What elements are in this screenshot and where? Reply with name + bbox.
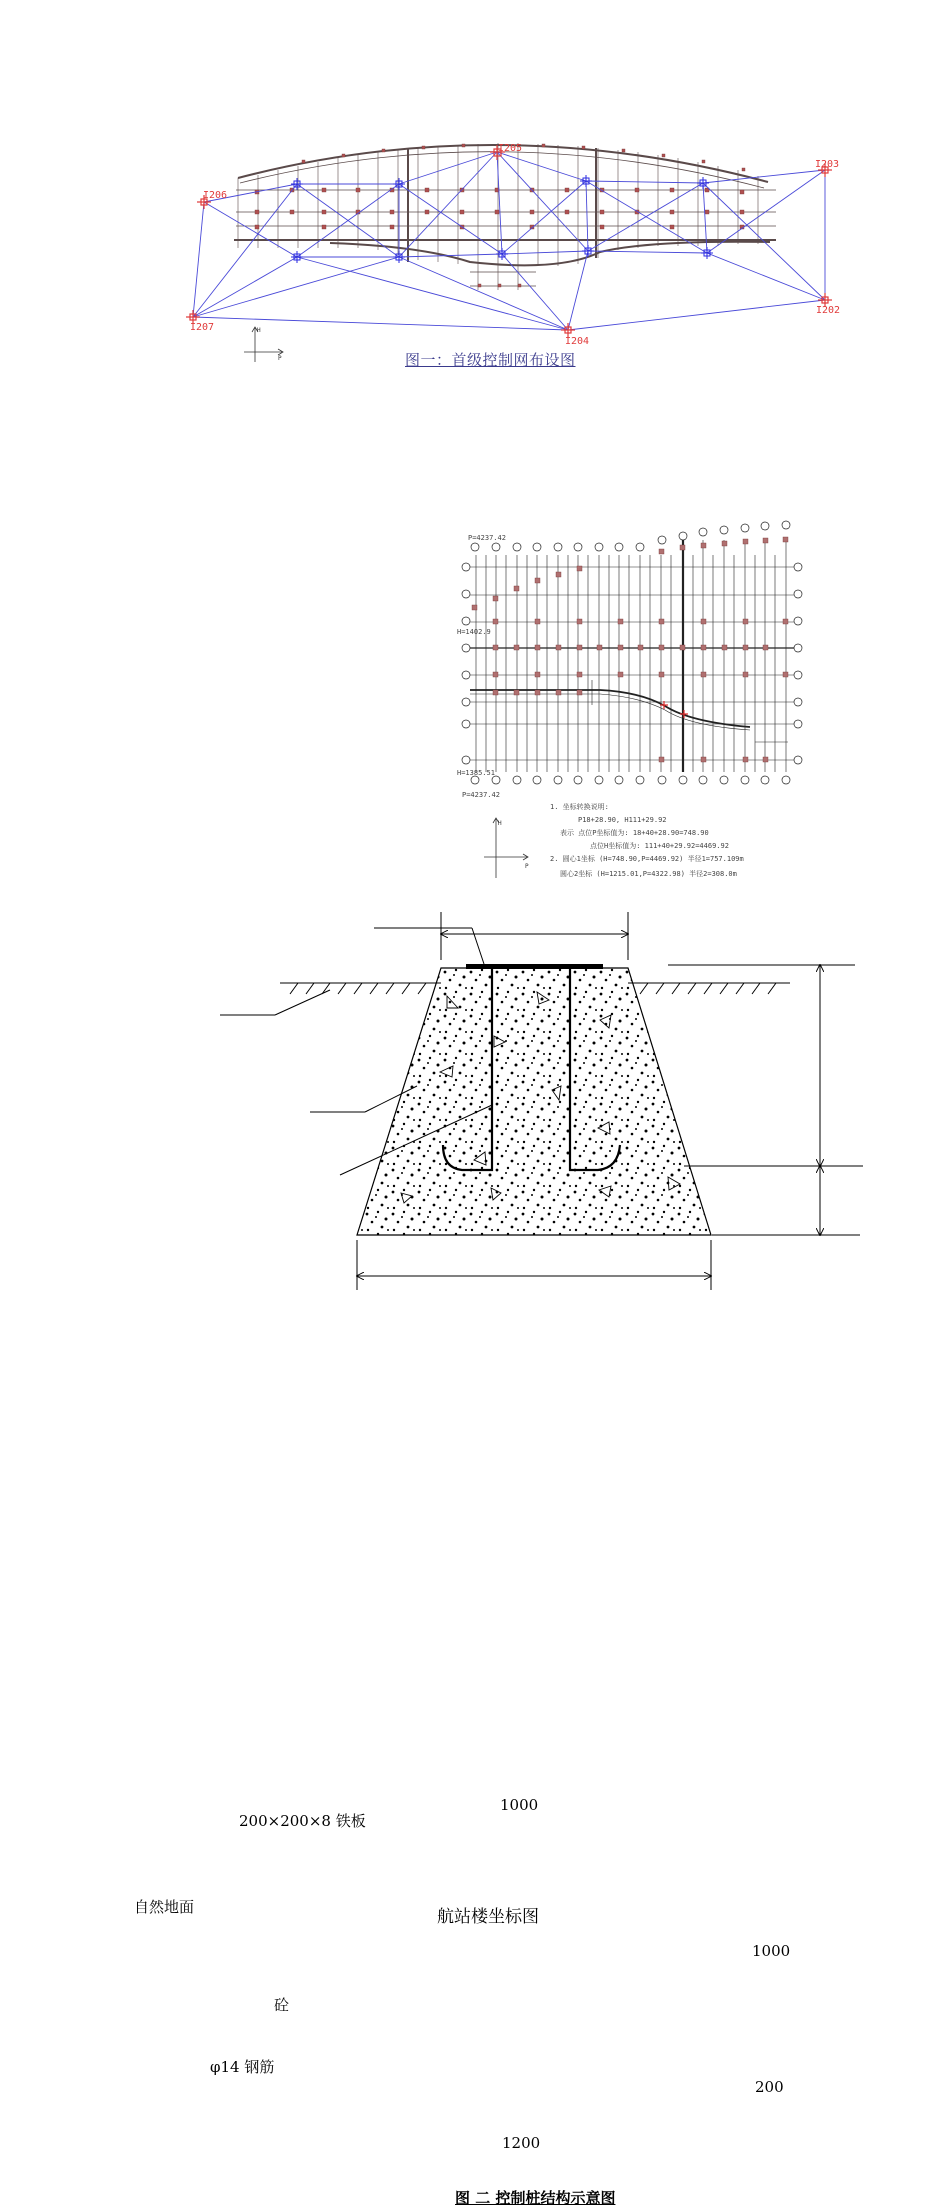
note-line-4: 点位H坐标值为: 111+40+29.92=4469.92 (590, 842, 729, 850)
h-low-label: H=1385.51 (457, 769, 495, 777)
note-line-5: 2. 圆心1坐标 (H=748.90,P=4469.92) 半径1=757.109m (550, 855, 744, 863)
concrete-label: 砼 (274, 1996, 290, 2014)
p-bottom-label: P=4237.42 (462, 791, 500, 799)
pile-drawing (0, 890, 950, 1344)
terminal-axis-icon (484, 818, 528, 878)
note-line-2: P18+28.90, H111+29.92 (578, 816, 667, 824)
note-line-1: 1. 坐标转换说明: (550, 803, 609, 811)
axis-h-label: H (257, 327, 261, 334)
point-label-i206: I206 (203, 190, 228, 201)
network-drawing (0, 0, 950, 380)
terminal-axis-h: H (498, 820, 502, 827)
axis-p-label: P (278, 355, 282, 362)
terminal-title: 航站楼坐标图 (437, 1907, 539, 1927)
h-mid-label: H=1402.9 (457, 628, 491, 636)
point-label-i203: I203 (815, 159, 840, 170)
steel-plate (466, 964, 603, 969)
terminal-coordinate-figure (0, 500, 950, 890)
point-label-i205: I205 (498, 143, 523, 154)
dim-bottom-width: 1200 (502, 2134, 541, 2152)
dim-depth: 1000 (752, 1942, 791, 1960)
note-line-3: 表示 点位P坐标值为: 18+40+28.90=748.90 (560, 829, 709, 837)
ground-label: 自然地面 (134, 1898, 195, 1916)
terminal-axis-p: P (525, 863, 529, 870)
figure2-pile (0, 890, 950, 2207)
p-top-label: P=4237.42 (468, 534, 506, 542)
figure1-caption: 图一：首级控制网布设图 (405, 351, 576, 369)
note-line-6: 圆心2坐标 (H=1215.01,P=4322.98) 半径2=308.0m (560, 870, 737, 878)
point-label-i204: I204 (565, 336, 590, 347)
figure2-caption: 图 二 控制桩结构示意图 (455, 2189, 616, 2207)
point-label-i207: I207 (190, 322, 215, 333)
rebar-label: φ14 钢筋 (210, 2058, 275, 2076)
dim-bottom-height: 200 (755, 2078, 784, 2096)
figure1-network (0, 0, 950, 380)
point-label-i202: I202 (816, 305, 841, 316)
dim-top-width: 1000 (500, 1796, 539, 1814)
terminal-grid-drawing (0, 500, 950, 890)
plate-label: 200×200×8 铁板 (239, 1812, 366, 1830)
